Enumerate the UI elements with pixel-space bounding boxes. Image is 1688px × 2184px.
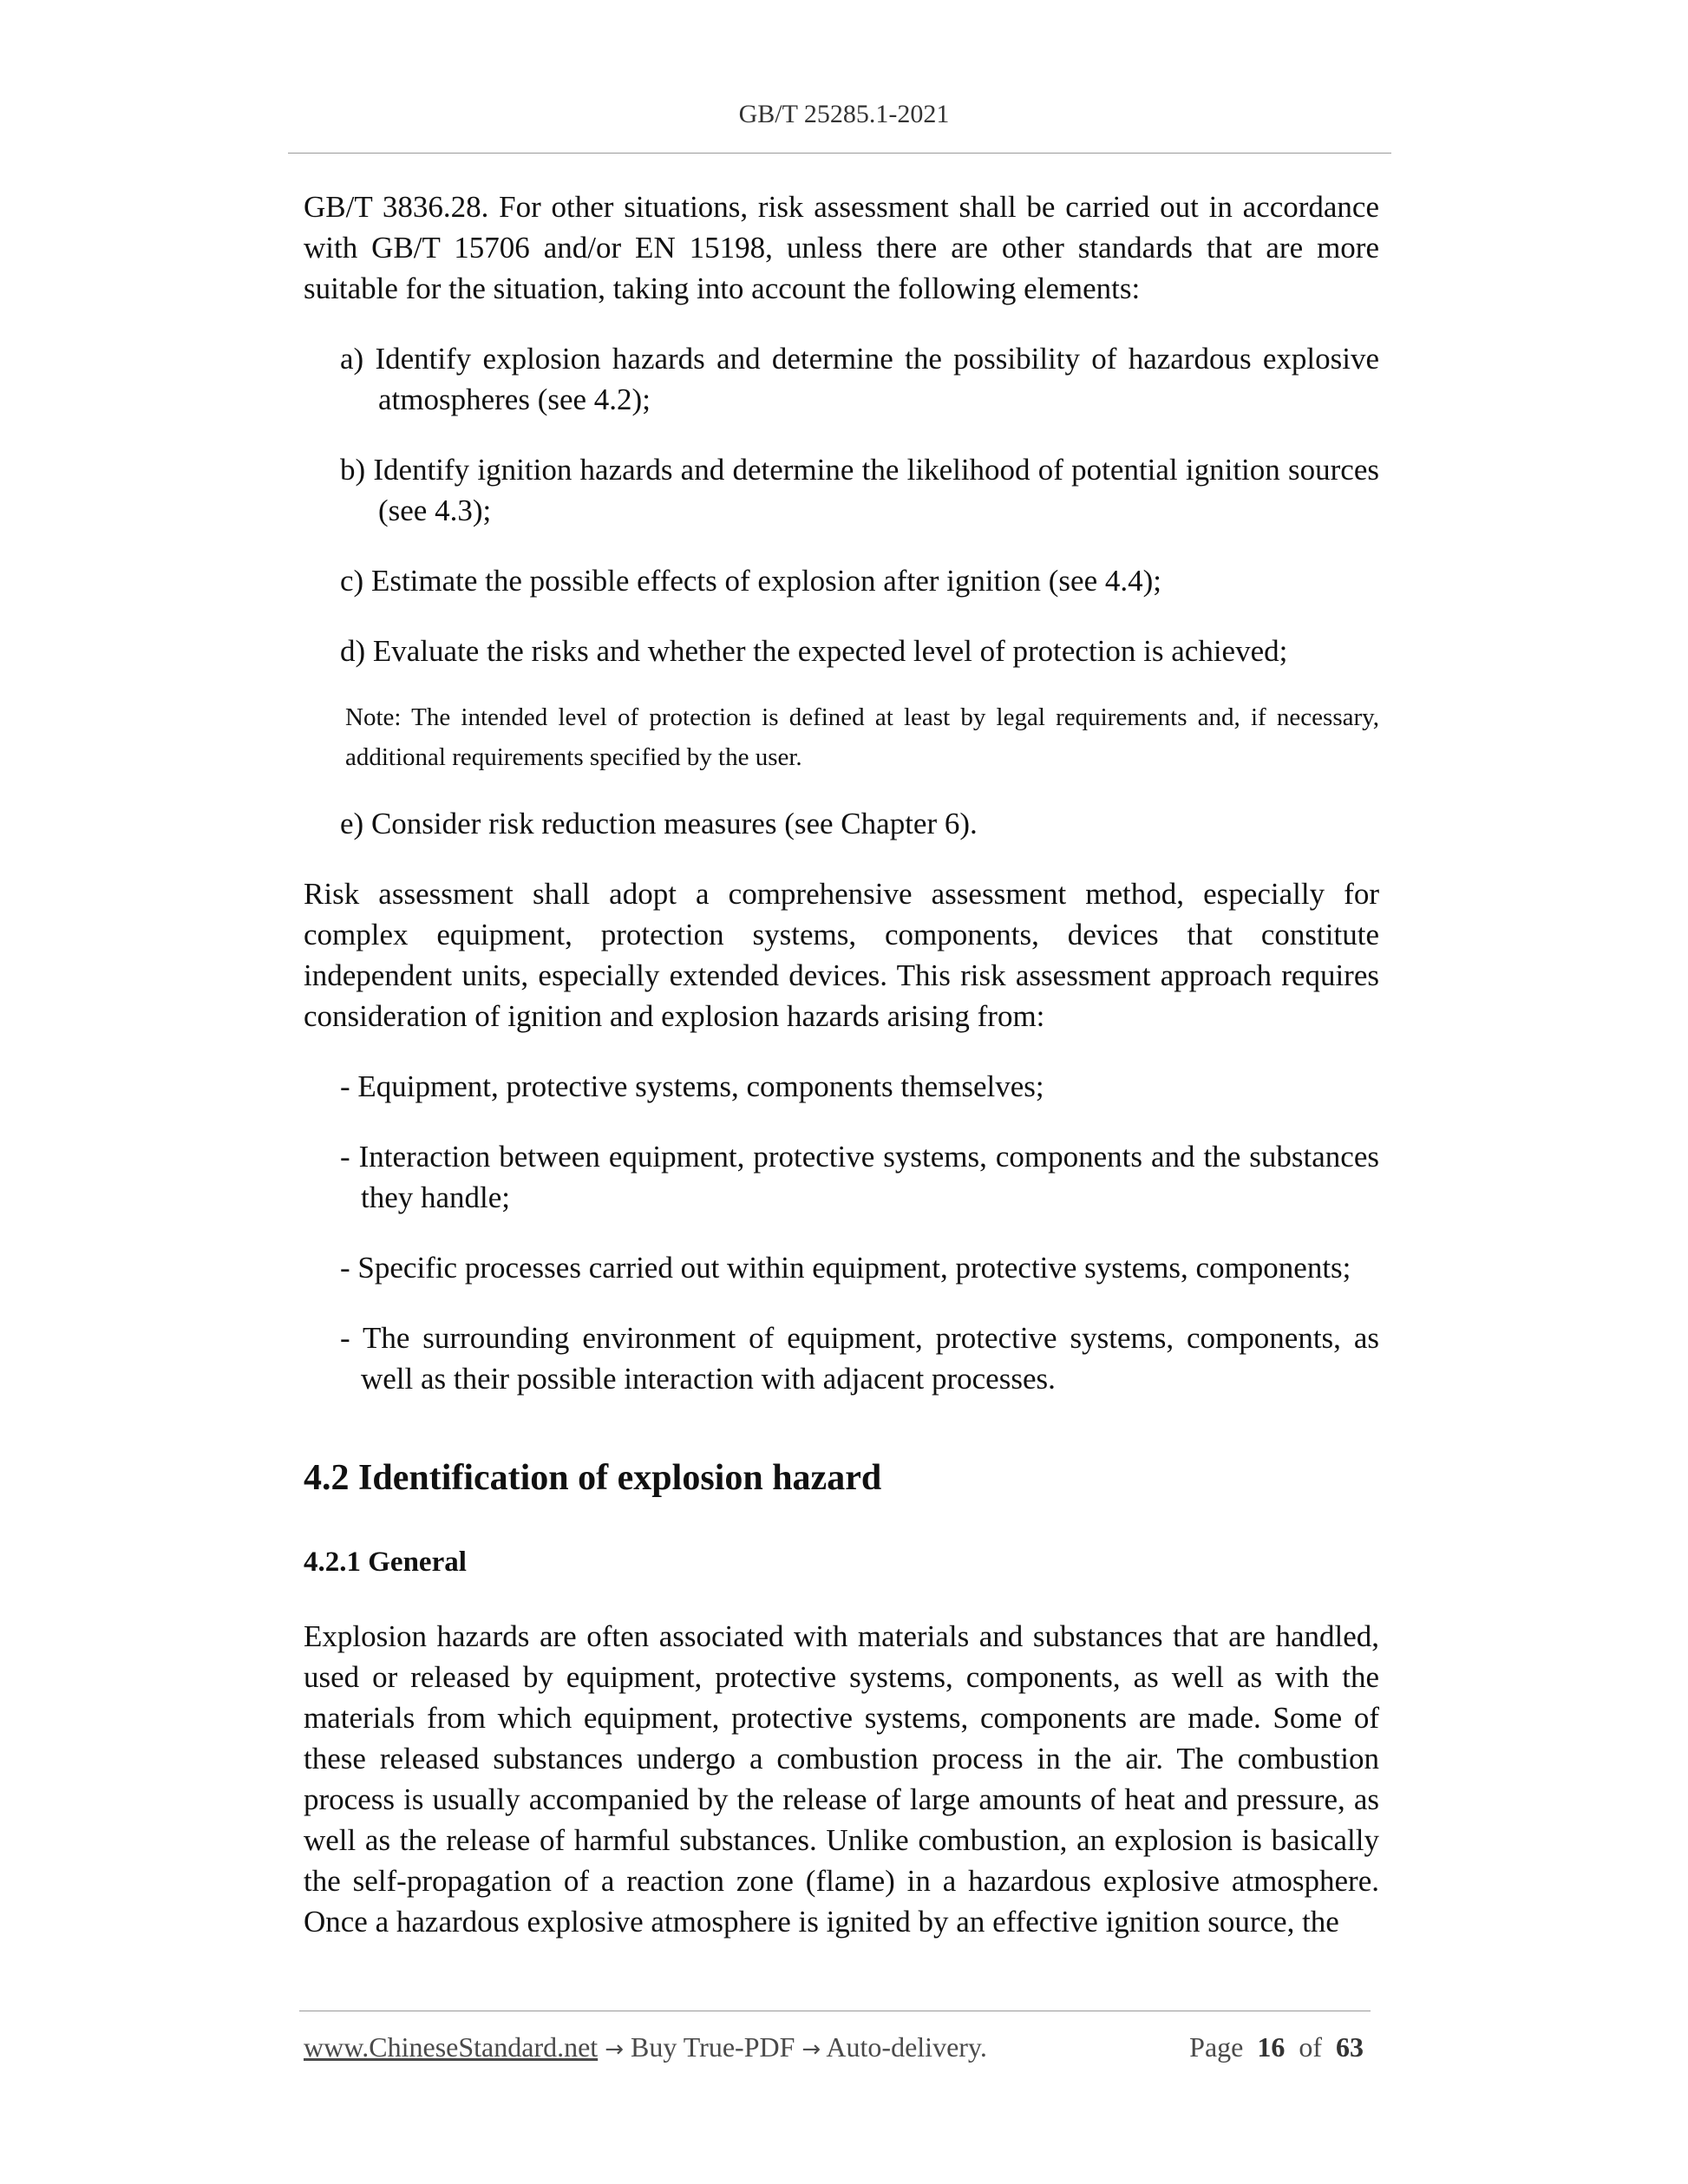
note-text: Note: The intended level of protection is defined at least by legal requirements and, if necessary, additional requirements specified by the user. (345, 703, 1379, 771)
list-item-b: b) Identify ignition hazards and determine the likelihood of potential ignition sources (see 4.3); (340, 453, 1379, 527)
document-header: GB/T 25285.1-2021 (738, 100, 950, 128)
dash-item-2: - Interaction between equipment, protective systems, components and the substances they handle; (340, 1140, 1379, 1214)
dash-item-4: - The surrounding environment of equipment, protective systems, components, as well as their possible interaction with adjacent processes. (340, 1321, 1379, 1396)
subsection-heading: 4.2.1 General (304, 1546, 467, 1578)
list-item-c: c) Estimate the possible effects of explosion after ignition (see 4.4); (340, 564, 1161, 598)
list-item-a: a) Identify explosion hazards and determine the possibility of hazardous explosive atmospheres (see 4.2); (340, 342, 1379, 416)
page-indicator (1189, 2031, 1364, 2063)
page-content (304, 186, 1379, 1971)
risk-assessment-paragraph: Risk assessment shall adopt a comprehensive assessment method, especially for complex equipment, protection systems, components, devices that constitute independent units, especially extended devices. This risk assessment approach requires consideration of ignition and explosion hazards arising from: (304, 877, 1379, 1033)
total-pages: 63 (1336, 2031, 1364, 2063)
arrow-right-icon: → (801, 2037, 821, 2063)
list-item-d: d) Evaluate the risks and whether the expected level of protection is achieved; (340, 634, 1288, 668)
dash-item-3: - Specific processes carried out within equipment, protective systems, components; (340, 1251, 1351, 1285)
footer-promo (304, 2031, 987, 2063)
intro-paragraph: GB/T 3836.28. For other situations, risk assessment shall be carried out in accordance with GB/T 15706 and/or EN 15198, unless there are other standards that are more suitable for the situation, taking into account the following elements: (304, 190, 1379, 305)
page-number: 16 (1257, 2031, 1286, 2063)
page-footer (304, 2031, 1371, 2070)
header-divider (288, 153, 1391, 154)
explosion-hazards-paragraph: Explosion hazards are often associated with materials and substances that are handled, used or released by equipment, protective systems, components, as well as with the materials from which equipment, protective systems, components are made. Some of these released substances undergo a combustion process in the air. The combustion process is usually accompanied by the release of large amounts of heat and pressure, as well as the release of harmful substances. Unlike combustion, an explosion is basically the self-propagation of a reaction zone (flame) in a hazardous explosive atmosphere. Once a hazardous explosive atmosphere is ignited by an effective ignition source, the (304, 1619, 1379, 1939)
website-link[interactable]: www.ChineseStandard.net (304, 2031, 599, 2063)
dash-item-1: - Equipment, protective systems, components themselves; (340, 1069, 1044, 1103)
auto-delivery-text: Auto-delivery. (826, 2031, 987, 2063)
list-item-e: e) Consider risk reduction measures (see Chapter 6). (340, 807, 978, 840)
buy-pdf-text: Buy True-PDF (630, 2031, 795, 2063)
of-label: of (1299, 2031, 1322, 2063)
arrow-right-icon: → (605, 2037, 624, 2063)
page-label: Page (1189, 2031, 1244, 2063)
section-heading: 4.2 Identification of explosion hazard (304, 1458, 882, 1498)
